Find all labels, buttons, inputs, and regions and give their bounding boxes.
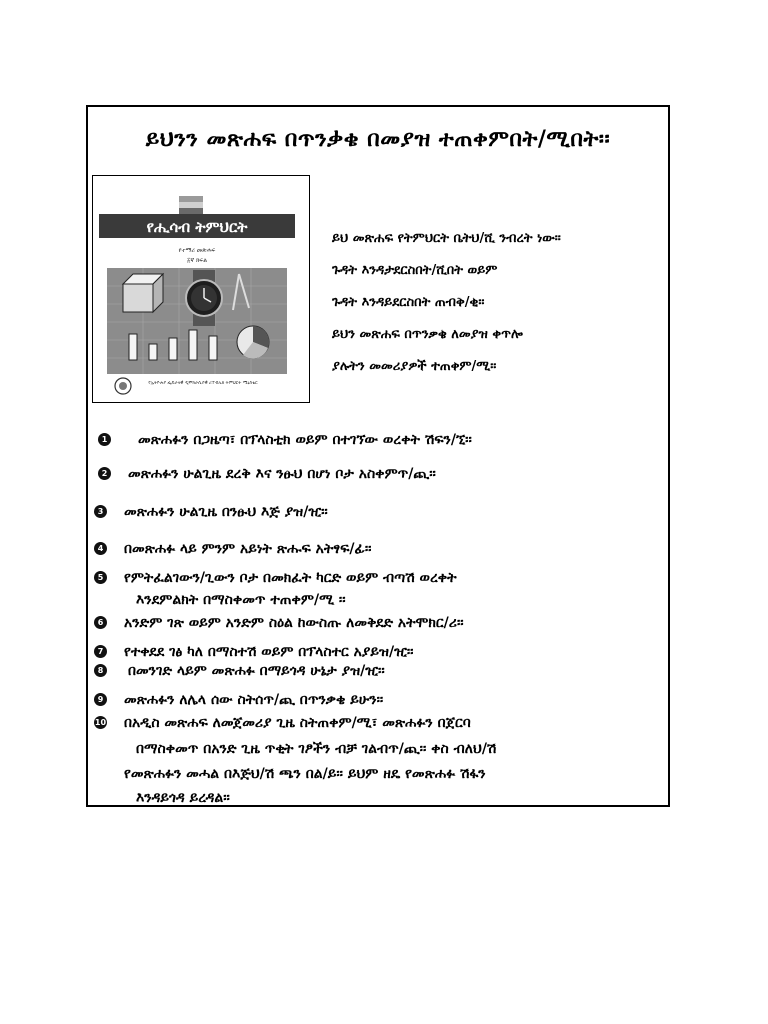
book-cover-illustration	[93, 176, 309, 402]
rule-text: መጽሐፉን ለሌላ ሰው ስትሰጥ/ጪ በጥንቃቄ ይሁን፡፡	[124, 692, 384, 708]
cover-subtitle: የተማሪ መጽሐፍ	[178, 247, 216, 254]
book-cover-image	[92, 175, 310, 403]
intro-line: ጉዳት እንዳታደርስበት/ሺበት ወይም	[332, 263, 498, 278]
rule-number-badge: 3	[94, 505, 107, 518]
rule-number-badge: 5	[94, 571, 107, 584]
rule-number-badge: 2	[98, 467, 111, 480]
rule-number-badge: 6	[94, 616, 107, 629]
rule-text-continued: በማስቀመጥ በአንድ ጊዜ ጥቂት ገፆችን ብቻ ገልብጥ/ጪ፡፡ ቀስ ብለህ/ሽ	[136, 741, 497, 757]
rule-text: መጽሐፉን ሁልጊዜ በንፁህ እጅ ያዝ/ዢ፡፡	[124, 504, 328, 520]
rule-text: በመንገድ ላይም መጽሐፉ በማይጎዳ ሁኔታ ያዝ/ዢ፡፡	[128, 663, 385, 679]
page-title: ይህንን መጽሐፍ በጥንቃቄ በመያዝ ተጠቀምበት/ሚበት፡፡	[145, 127, 611, 152]
rule-text-continued: እንዳይጎዳ ይረዳል፡፡	[136, 790, 230, 806]
cover-publisher: የኢትዮጵያ ፌዴራላዊ ዲሞክራሲያዊ ሪፐብሊክ ትምህርት ሚኒስቴር	[148, 381, 258, 386]
rule-text: በአዲስ መጽሐፍ ለመጀመሪያ ጊዜ ስትጠቀም/ሚ፣ መጽሐፉን በጀርባ	[124, 715, 471, 731]
rule-text: መጽሐፉን ሁልጊዜ ደረቅ እና ንፁህ በሆነ ቦታ አስቀምጥ/ጪ፡፡	[128, 466, 436, 482]
rule-text: የተቀደደ ገፅ ካለ በማስተሽ ወይም በፕላስተር አያይዝ/ዢ፡፡	[124, 644, 414, 660]
rule-text: መጽሐፉን በጋዜጣ፣ በፕላስቲክ ወይም በተገኘው ወረቀት ሽፍን/ኚ፡፡	[138, 432, 472, 448]
rule-number-badge: 7	[94, 645, 107, 658]
pie-chart-icon	[237, 326, 269, 358]
rule-text-continued: የመጽሐፉን መሓል በእጅህ/ሽ ጫን በል/ይ፡፡ ይህም ዘዴ የመጽሐፉ ሽፋን	[124, 766, 486, 782]
rule-text-continued: እንደምልክት በማስቀመጥ ተጠቀም/ሚ ፡፡	[136, 592, 346, 608]
rule-number-badge: 4	[94, 542, 107, 555]
emblem-icon	[115, 378, 131, 394]
rule-number-badge: 10	[94, 718, 107, 727]
rule-text: የምትፈልገውን/ጊውን ቦታ በመክፈት ካርድ ወይም ብጣሽ ወረቀት	[124, 570, 457, 586]
intro-text	[332, 223, 662, 383]
rule-number-badge: 8	[94, 664, 107, 677]
cube-icon	[123, 274, 163, 312]
rule-text: በመጽሐፉ ላይ ምንም አይነት ጽሑፍ አትፃፍ/ፊ፡፡	[124, 541, 372, 557]
intro-line: ያሉትን መመሪያዎች ተጠቀም/ሚ፡፡	[332, 359, 497, 374]
rule-number-badge: 9	[94, 693, 107, 706]
intro-line: ይህ መጽሐፍ የትምህርት ቤትህ/ሺ ንብረት ነው፡፡	[332, 231, 561, 246]
cover-grade: ፭ኛ ክፍል	[186, 257, 208, 264]
cover-title: የሒሳብ ትምህርት	[146, 218, 248, 236]
rule-text: አንድም ገጽ ወይም አንድም ስዕል ከውስጡ ለመቅደድ አትሞክር/ሪ፡፡	[124, 615, 464, 631]
intro-line: ጉዳት እንዳይደርስበት ጠብቅ/ቂ፡፡	[332, 295, 485, 310]
rule-number-badge: 1	[98, 433, 111, 446]
rules-frame	[86, 105, 670, 807]
intro-line: ይህን መጽሐፍ በጥንቃቄ ለመያዝ ቀጥሎ	[332, 327, 523, 342]
